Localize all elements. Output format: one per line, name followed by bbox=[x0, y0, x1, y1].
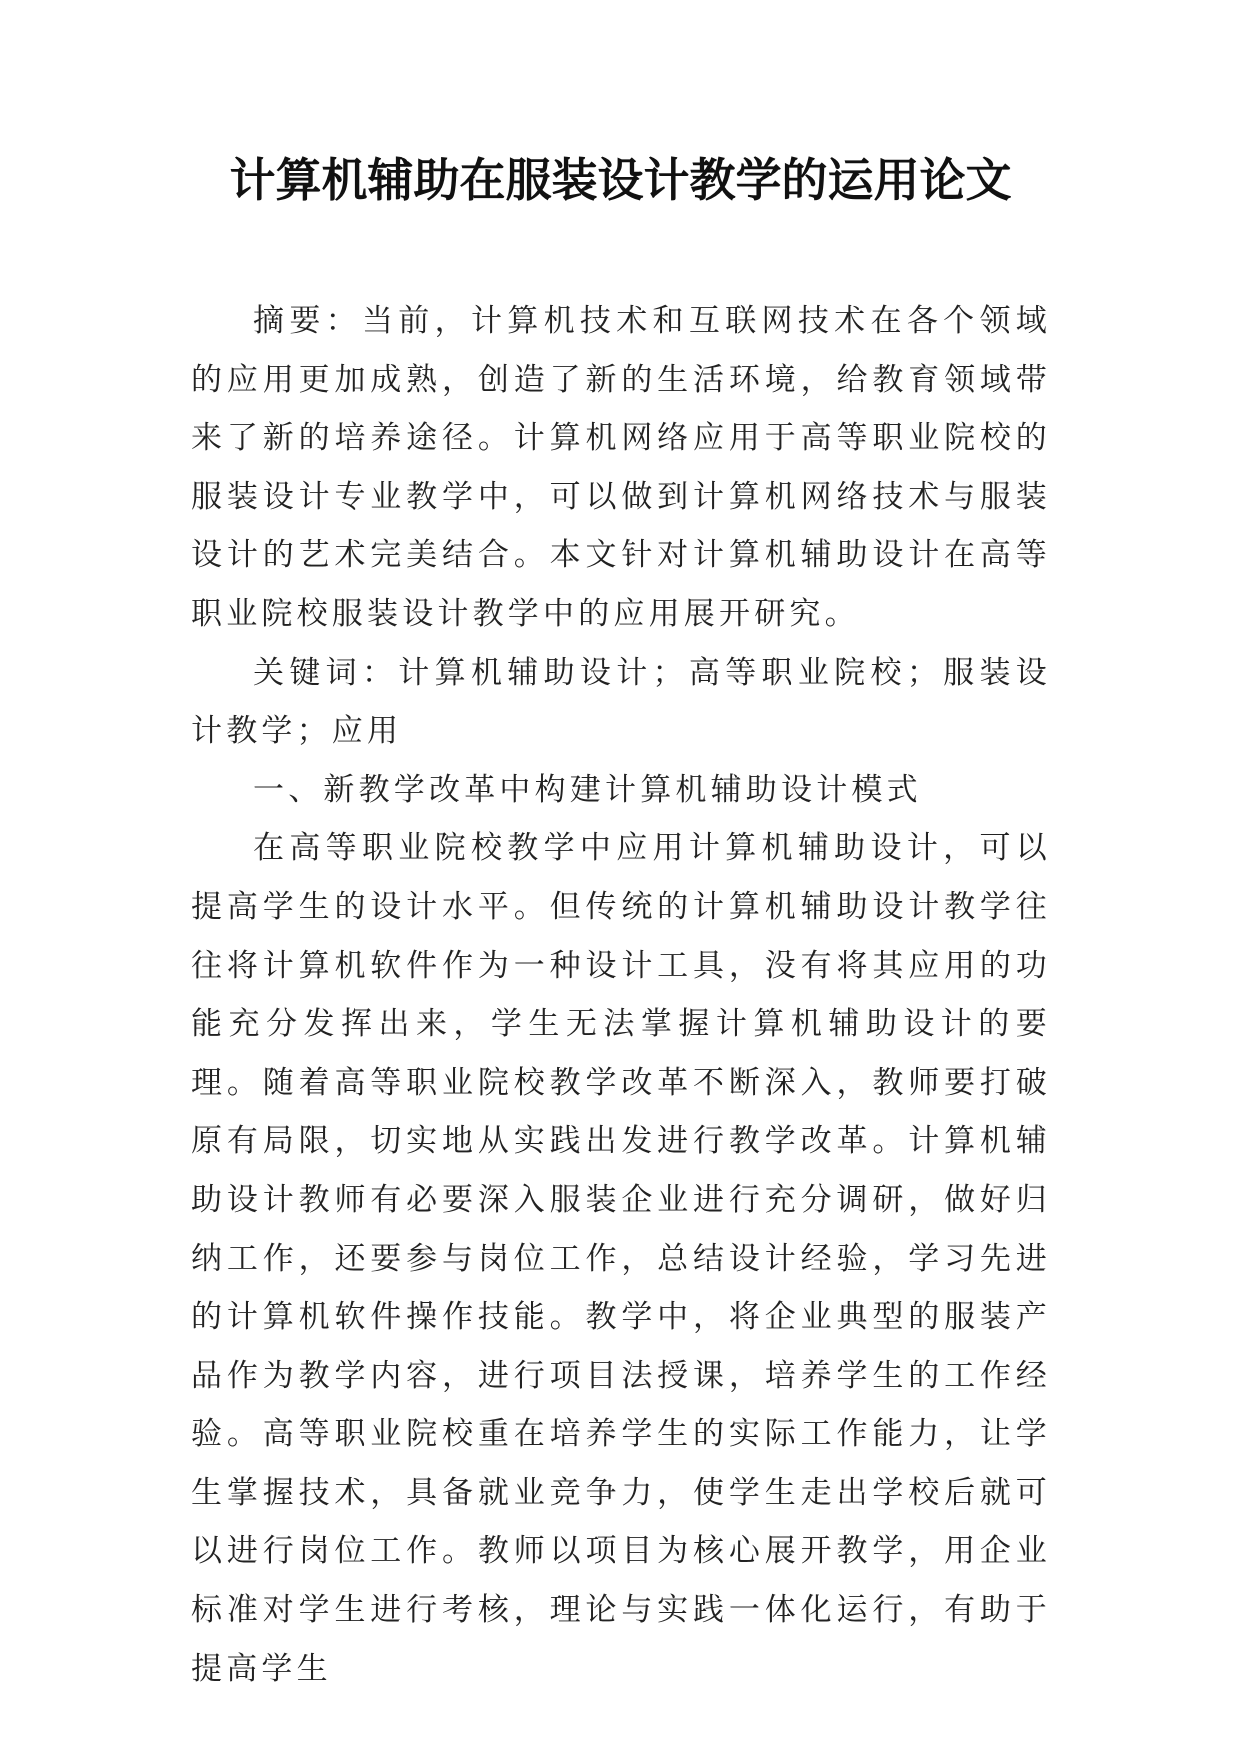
keywords-paragraph: 关键词：计算机辅助设计；高等职业院校；服装设计教学；应用 bbox=[191, 654, 1051, 750]
abstract-paragraph: 摘要：当前，计算机技术和互联网技术在各个领域的应用更加成熟，创造了新的生活环境，给教育领域带来了新的培养途径。计算机网络应用于高等职业院校的服装设计专业教学中，可以做到计算机网络技术与服装设计的艺术完美结合。本文针对计算机辅助设计在高等职业院校服装设计教学中的应用展开研究。 bbox=[191, 303, 1051, 632]
body-paragraph: 在高等职业院校教学中应用计算机辅助设计，可以提高学生的设计水平。但传统的计算机辅助设计教学往往将计算机软件作为一种设计工具，没有将其应用的功能充分发挥出来，学生无法掌握计算机辅助设计的要理。随着高等职业院校教学改革不断深入，教师要打破原有局限，切实地从实践出发进行教学改革。计算机辅助设计教师有必要深入服装企业进行充分调研，做好归纳工作，还要参与岗位工作，总结设计经验，学习先进的计算机软件操作技能。教学中，将企业典型的服装产品作为教学内容，进行项目法授课，培养学生的工作经验。高等职业院校重在培养学生的实际工作能力，让学生掌握技术，具备就业竞争力，使学生走出学校后就可以进行岗位工作。教师以项目为核心展开教学，用企业标准对学生进行考核，理论与实践一体化运行，有助于提高学生 bbox=[191, 830, 1051, 1687]
section-heading: 一、新教学改革中构建计算机辅助设计模式 bbox=[253, 771, 922, 808]
document-body bbox=[191, 292, 1051, 1698]
document-title: 计算机辅助在服装设计教学的运用论文 bbox=[229, 153, 1012, 207]
